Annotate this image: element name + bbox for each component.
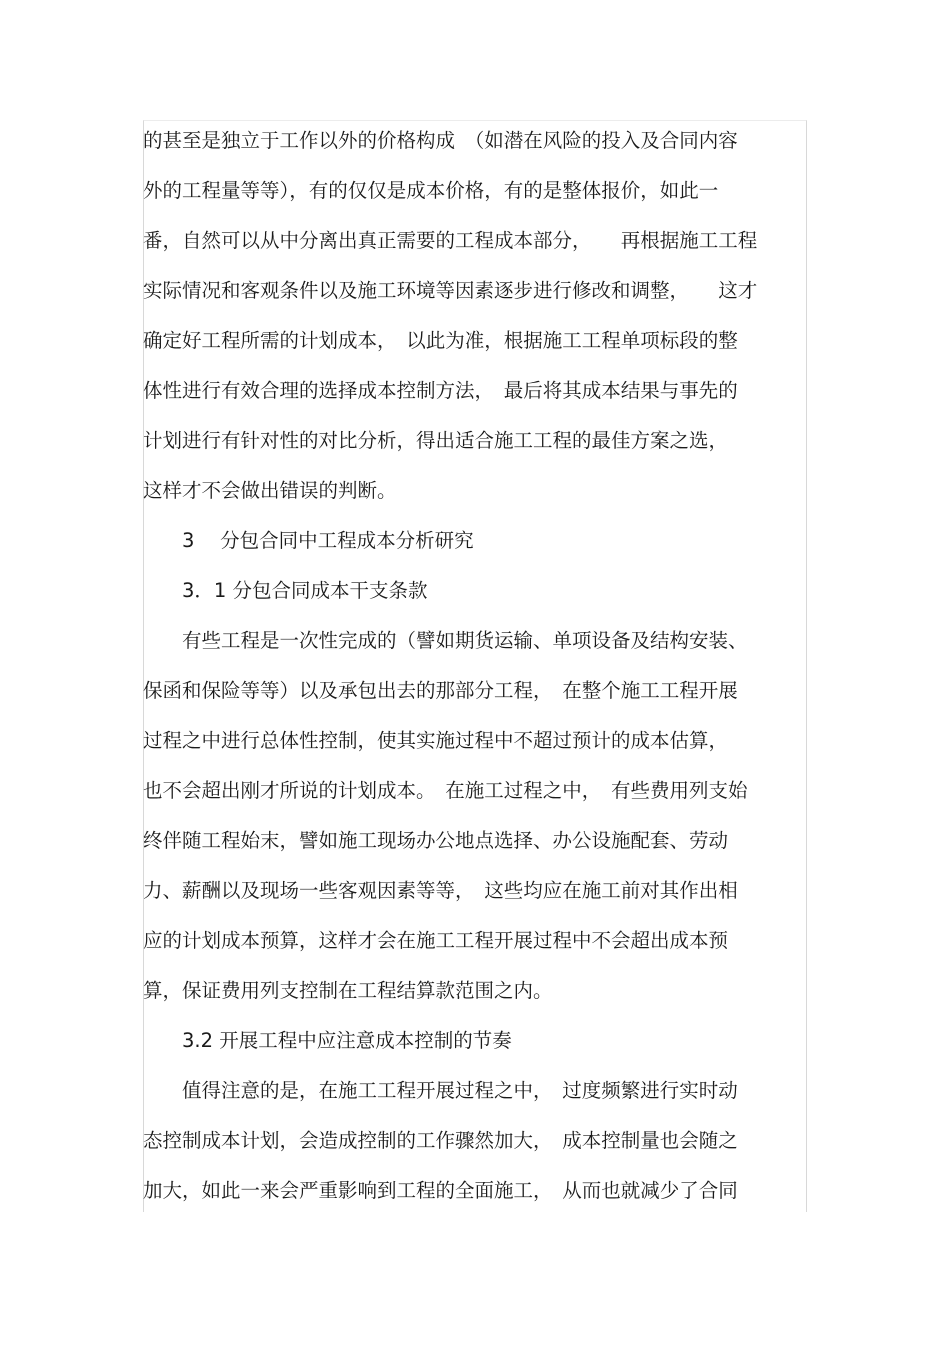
text-line: 加大，如此一来会严重影响到工程的全面施工， 从而也就减少了合同 — [143, 1179, 738, 1202]
text-line: 有些工程是一次性完成的（譬如期货运输、单项设备及结构安装、 — [143, 629, 748, 652]
text-line: 确定好工程所需的计划成本， 以此为准，根据施工工程单项标段的整 — [143, 329, 738, 352]
text-line: 计划进行有针对性的对比分析，得出适合施工工程的最佳方案之选， — [143, 429, 729, 452]
text-line: 体性进行有效合理的选择成本控制方法， 最后将其成本结果与事先的 — [143, 379, 738, 402]
section-heading: 3 分包合同中工程成本分析研究 — [143, 529, 474, 552]
text-line: 番，自然可以从中分离出真正需要的工程成本部分， 再根据施工工程 — [143, 229, 758, 252]
text-line: 值得注意的是，在施工工程开展过程之中， 过度频繁进行实时动 — [143, 1079, 738, 1102]
subsection-heading: 3.2 开展工程中应注意成本控制的节奏 — [143, 1029, 512, 1052]
text-line: 应的计划成本预算，这样才会在施工工程开展过程中不会超出成本预 — [143, 929, 729, 952]
text-line: 的甚至是独立于工作以外的价格构成 （如潜在风险的投入及合同内容 — [143, 129, 738, 152]
text-line: 也不会超出刚才所说的计划成本。 在施工过程之中， 有些费用列支始 — [143, 779, 748, 802]
text-line: 保函和保险等等）以及承包出去的那部分工程， 在整个施工工程开展 — [143, 679, 738, 702]
text-line: 终伴随工程始末，譬如施工现场办公地点选择、办公设施配套、劳动 — [143, 829, 729, 852]
subsection-heading: 3．1 分包合同成本干支条款 — [143, 579, 428, 602]
text-line: 算，保证费用列支控制在工程结算款范围之内。 — [143, 979, 553, 1002]
text-line: 实际情况和客观条件以及施工环境等因素逐步进行修改和调整， 这才 — [143, 279, 758, 302]
text-line: 这样才不会做出错误的判断。 — [143, 479, 397, 502]
text-line: 态控制成本计划，会造成控制的工作骤然加大， 成本控制量也会随之 — [143, 1129, 738, 1152]
text-line: 过程之中进行总体性控制，使其实施过程中不超过预计的成本估算， — [143, 729, 729, 752]
text-line: 外的工程量等等），有的仅仅是成本价格，有的是整体报价，如此一 — [143, 179, 719, 202]
text-line: 力、薪酬以及现场一些客观因素等等， 这些均应在施工前对其作出相 — [143, 879, 738, 902]
